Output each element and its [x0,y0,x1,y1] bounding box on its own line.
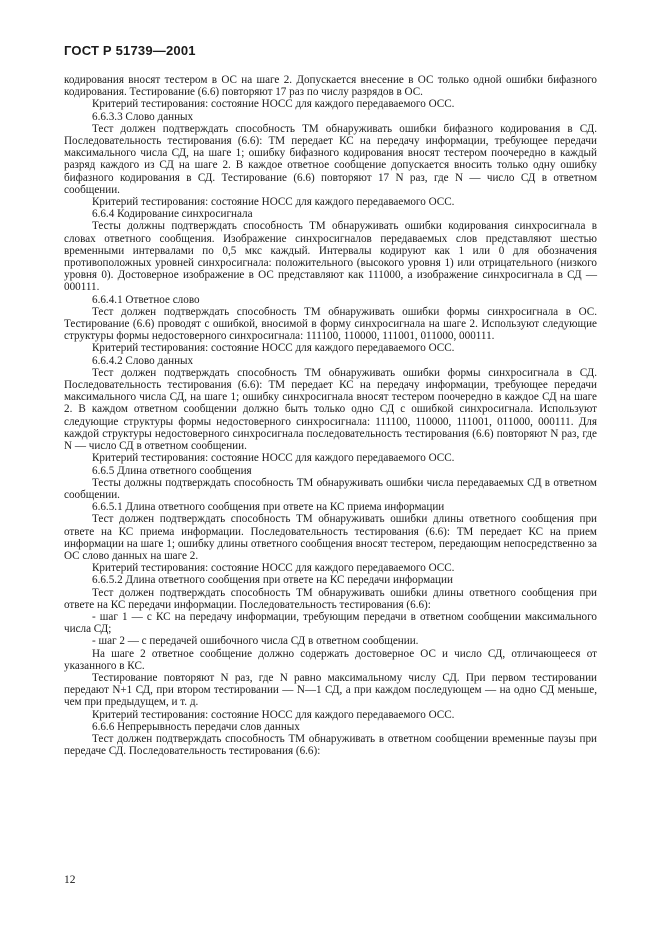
body-paragraph: Тест должен подтверждать способность ТМ обнаруживать в ответном сообщении временные паузы при передаче СД. Последовательность тестирования (6.6): [64,732,597,758]
section-heading: 6.6.4.2 Слово данных [92,354,194,367]
document-body [64,74,597,757]
body-paragraph: Тестирование повторяют N раз, где N равно максимальному числу СД. При первом тестировании передают N+1 СД, при втором тестировании — N—1 СД, а при каждом последующем — на одно СД меньше, чем при предыдущем, и т. д. [64,671,597,709]
body-paragraph: Тест должен подтверждать способность ТМ обнаруживать ошибки бифазного кодирования в СД. Последовательность тестирования (6.6): ТМ передает КС на передачу информации, требующее передачи максимального числа СД, на шаге 1; ошибку бифазного кодирования вносят тестером поочередно в каждый разряд каждого из СД на шаге 2. В каждое ответное сообщение допускается вносить только одну ошибку бифазного кодирования в СД. Тестирование (6.6) повторяют 17 N раз, где N — число СД в ответном сообщении. [64,122,597,196]
body-paragraph: Критерий тестирования: состояние НОСС для каждого передаваемого ОСС. [92,342,455,355]
body-paragraph: Критерий тестирования: состояние НОСС для каждого передаваемого ОСС. [92,562,455,575]
list-item: - шаг 1 — с КС на передачу информации, требующим передачи в ответном сообщении максимального числа СД; [64,610,597,636]
body-paragraph: Тест должен подтверждать способность ТМ обнаруживать ошибки длины ответного сообщения при ответе на КС передачи информации. Последовательность тестирования (6.6): [64,586,597,611]
body-paragraph: Тесты должны подтверждать способность ТМ обнаруживать ошибки кодирования синхросигнала в словах ответного сообщения. Изображение синхросигналов передаваемых слов представляют шестью временными интервалами по 0,5 мкс каждый. Интервалы кодируют как 1 или 0 для обозначения противоположных уровней синхросигнала: положительного (высокого уровня 1) или отрицательного (низкого уровня 0). Достоверное изображение в ОС представляют как 111000, а изображение синхросигнала в СД — 000111. [64,220,597,294]
section-heading: 6.6.5.2 Длина ответного сообщения при ответе на КС передачи информации [92,574,453,587]
section-heading: 6.6.5 Длина ответного сообщения [92,464,252,477]
body-paragraph: Критерий тестирования: состояние НОСС для каждого передаваемого ОСС. [92,452,455,465]
body-paragraph: Тесты должны подтверждать способность ТМ обнаруживать ошибки числа передаваемых СД в ответном сообщении. [64,476,597,501]
body-paragraph: Критерий тестирования: состояние НОСС для каждого передаваемого ОСС. [92,98,455,111]
page-number: 12 [64,874,76,886]
section-heading: 6.6.4.1 Ответное слово [92,293,200,306]
body-paragraph: Критерий тестирования: состояние НОСС для каждого передаваемого ОСС. [92,708,455,721]
section-heading: 6.6.5.1 Длина ответного сообщения при ответе на КС приема информации [92,501,445,514]
section-heading: 6.6.3.3 Слово данных [92,110,194,123]
section-heading: 6.6.6 Непрерывность передачи слов данных [92,720,300,733]
body-paragraph: На шаге 2 ответное сообщение должно содержать достоверное ОС и число СД, отличающееся от указанного в КС. [64,647,597,672]
body-paragraph: кодирования вносят тестером в ОС на шаге 2. Допускается внесение в ОС только одной ошибки бифазного кодирования. Тестирование (6.6) повторяют 17 раз по числу разрядов в ОС. [64,74,597,99]
body-paragraph: Тест должен подтверждать способность ТМ обнаруживать ошибки формы синхросигнала в СД. Последовательность тестирования (6.6): ТМ передает КС на передачу информации, требующее передачи максимального числа СД, на шаге 1; ошибку синхросигнала вносят тестером поочередно в каждое СД на шаге 2. В каждом ответном сообщении должно быть только одно СД с ошибкой синхросигнала. Используют следующие структуры формы недостоверного синхросигнала: 111100, 110000, 111001, 011000, 000111. Для каждой структуры недостоверного синхросигнала последовательность тестирования (6.6) повторяют N раз, где N — число СД в ответном сообщении. [64,366,597,453]
section-heading: 6.6.4 Кодирование синхросигнала [92,208,253,221]
document-code-header: ГОСТ Р 51739—2001 [64,43,196,58]
body-paragraph: Тест должен подтверждать способность ТМ обнаруживать ошибки формы синхросигнала в ОС. Тестирование (6.6) проводят с ошибкой, вносимой в форму синхросигнала на шаге 2. Используют следующие структуры формы недостоверного синхросигнала: 111100, 110000, 111001, 011000, 000111. [64,305,597,343]
body-paragraph: Тест должен подтверждать способность ТМ обнаруживать ошибки длины ответного сообщения при ответе на КС приема информации. Последовательность тестирования (6.6): ТМ передает КС на прием информации на шаге 1; ошибку длины ответного сообщения вносят тестером, передающим непосредственно за ОС слово данных на шаге 2. [64,513,597,562]
body-paragraph: Критерий тестирования: состояние НОСС для каждого передаваемого ОСС. [92,196,455,209]
list-item: - шаг 2 — с передачей ошибочного числа СД в ответном сообщении. [92,635,419,648]
